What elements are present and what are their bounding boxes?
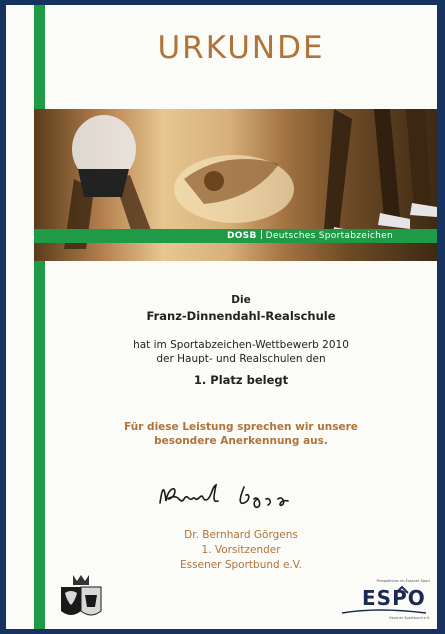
espo-subline: Essener Sportbund e.V.: [389, 616, 430, 620]
handwritten-signature: [154, 477, 324, 513]
dosb-label: DOSB: [226, 231, 257, 241]
espo-logo: [338, 579, 430, 623]
text-die: Die: [231, 294, 251, 306]
espo-tagline: Perspektiven im Essener Sport: [376, 579, 430, 583]
school-name: Franz-Dinnendahl-Realschule: [146, 309, 336, 323]
essen-coat-of-arms-icon: [55, 573, 107, 621]
signatory-role: 1. Vorsitzender: [201, 544, 281, 556]
dosb-band-text: [227, 229, 393, 243]
signatory-organization: Essener Sportbund e.V.: [180, 559, 302, 571]
recognition-line-1: Für diese Leistung sprechen wir unsere: [124, 421, 358, 433]
text-competition: hat im Sportabzeichen-Wettbewerb 2010: [133, 339, 349, 351]
band-separator: [261, 230, 262, 239]
placement: 1. Platz belegt: [193, 373, 289, 387]
certificate-title: URKUNDE: [157, 30, 325, 66]
green-side-stripe: [34, 5, 45, 629]
signatory-name: Dr. Bernhard Görgens: [184, 529, 298, 541]
recognition-line-2: besondere Anerkennung aus.: [154, 435, 328, 447]
certificate-paper: [6, 5, 437, 629]
espo-wordmark: ESPO: [362, 586, 426, 610]
sportabzeichen-label: Deutsches Sportabzeichen: [265, 231, 393, 241]
text-school-types: der Haupt- und Realschulen den: [156, 353, 326, 365]
dosb-band: [34, 229, 437, 243]
